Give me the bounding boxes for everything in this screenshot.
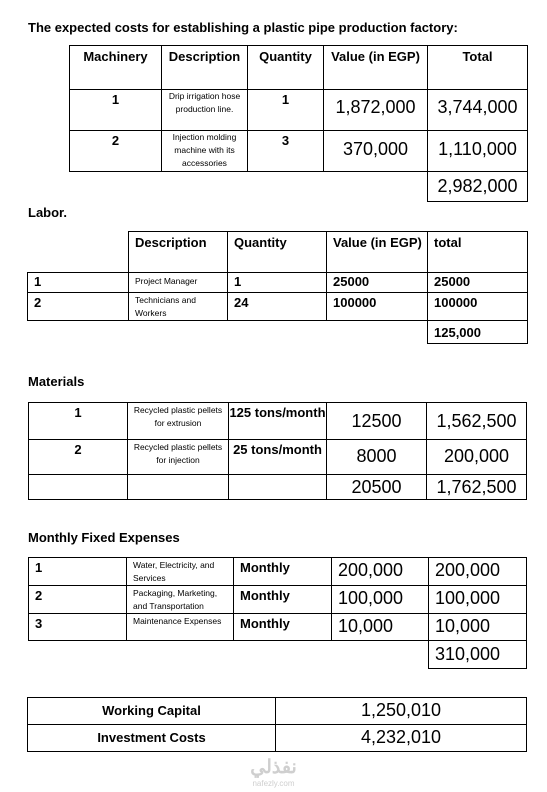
grand-total: 2,982,000 (428, 172, 528, 202)
summary-table (27, 697, 527, 752)
row-value: 12500 (327, 403, 427, 440)
table-row (29, 440, 527, 475)
row-quantity: 3 (248, 131, 324, 172)
watermark-logo: نفذلي (250, 757, 297, 778)
working-capital-label: Working Capital (28, 698, 276, 725)
row-description: Recycled plastic pellets for injection (128, 440, 229, 475)
row-description: Project Manager (129, 273, 228, 293)
row-description: Drip irrigation hose production line. (162, 90, 248, 131)
row-value: 10,000 (332, 614, 429, 641)
row-quantity: 1 (228, 273, 327, 293)
fixed-expenses-heading: Monthly Fixed Expenses (28, 530, 180, 545)
materials-heading: Materials (28, 374, 85, 389)
header-value: Value (in EGP) (324, 46, 428, 90)
labor-heading: Labor. (28, 205, 68, 220)
total-row (70, 172, 528, 202)
row-number: 3 (29, 614, 127, 641)
row-quantity: 24 (228, 293, 327, 321)
fixed-expenses-table (28, 557, 527, 669)
row-value: 8000 (327, 440, 427, 475)
table-row (28, 293, 528, 321)
row-total: 10,000 (429, 614, 527, 641)
row-description: Technicians and Workers (129, 293, 228, 321)
row-total: 200,000 (427, 440, 527, 475)
grand-total: 310,000 (429, 641, 527, 669)
row-number: 1 (28, 273, 129, 293)
table-row (29, 403, 527, 440)
watermark-url: nafezly.com (252, 779, 295, 788)
row-description: Injection molding machine with its accessories (162, 131, 248, 172)
row-description: Water, Electricity, and Services (127, 558, 234, 586)
row-quantity: 25 tons/month (229, 440, 327, 475)
table-header-row (70, 46, 528, 90)
total-row (29, 641, 527, 669)
header-quantity: Quantity (248, 46, 324, 90)
sum-total: 1,762,500 (427, 475, 527, 500)
row-number: 2 (29, 440, 128, 475)
row-number: 2 (28, 293, 129, 321)
row-value: 1,872,000 (324, 90, 428, 131)
grand-total: 125,000 (428, 321, 528, 344)
row-total: 3,744,000 (428, 90, 528, 131)
row-description: Recycled plastic pellets for extrusion (128, 403, 229, 440)
row-total: 1,562,500 (427, 403, 527, 440)
row-value: 100000 (327, 293, 428, 321)
table-row (70, 90, 528, 131)
working-capital-value: 1,250,010 (276, 698, 527, 725)
machinery-table (69, 45, 528, 202)
row-total: 100000 (428, 293, 528, 321)
row-description: Packaging, Marketing, and Transportation (127, 586, 234, 614)
row-number: 1 (29, 403, 128, 440)
investment-costs-value: 4,232,010 (276, 725, 527, 752)
table-row (28, 273, 528, 293)
row-number: 1 (29, 558, 127, 586)
row-value: 200,000 (332, 558, 429, 586)
header-total: Total (428, 46, 528, 90)
investment-costs-label: Investment Costs (28, 725, 276, 752)
table-row (28, 698, 527, 725)
materials-table (28, 402, 527, 500)
row-description: Maintenance Expenses (127, 614, 234, 641)
row-period: Monthly (234, 558, 332, 586)
header-quantity: Quantity (228, 232, 327, 273)
row-total: 25000 (428, 273, 528, 293)
header-value: Value (in EGP) (327, 232, 428, 273)
page-title: The expected costs for establishing a plastic pipe production factory: (28, 20, 458, 35)
row-value: 100,000 (332, 586, 429, 614)
row-total: 200,000 (429, 558, 527, 586)
table-row (29, 586, 527, 614)
row-number: 1 (70, 90, 162, 131)
row-number: 2 (70, 131, 162, 172)
row-quantity: 125 tons/month (229, 403, 327, 440)
table-row (29, 614, 527, 641)
total-row (29, 475, 527, 500)
row-number: 2 (29, 586, 127, 614)
row-value: 370,000 (324, 131, 428, 172)
total-row (28, 321, 528, 344)
row-total: 1,110,000 (428, 131, 528, 172)
labor-table (27, 231, 528, 344)
sum-value: 20500 (327, 475, 427, 500)
row-period: Monthly (234, 586, 332, 614)
table-header-row (28, 232, 528, 273)
header-machinery: Machinery (70, 46, 162, 90)
row-total: 100,000 (429, 586, 527, 614)
table-row (29, 558, 527, 586)
row-period: Monthly (234, 614, 332, 641)
table-row (28, 725, 527, 752)
header-description: Description (162, 46, 248, 90)
row-value: 25000 (327, 273, 428, 293)
header-total: total (428, 232, 528, 273)
row-quantity: 1 (248, 90, 324, 131)
header-description: Description (129, 232, 228, 273)
table-row (70, 131, 528, 172)
